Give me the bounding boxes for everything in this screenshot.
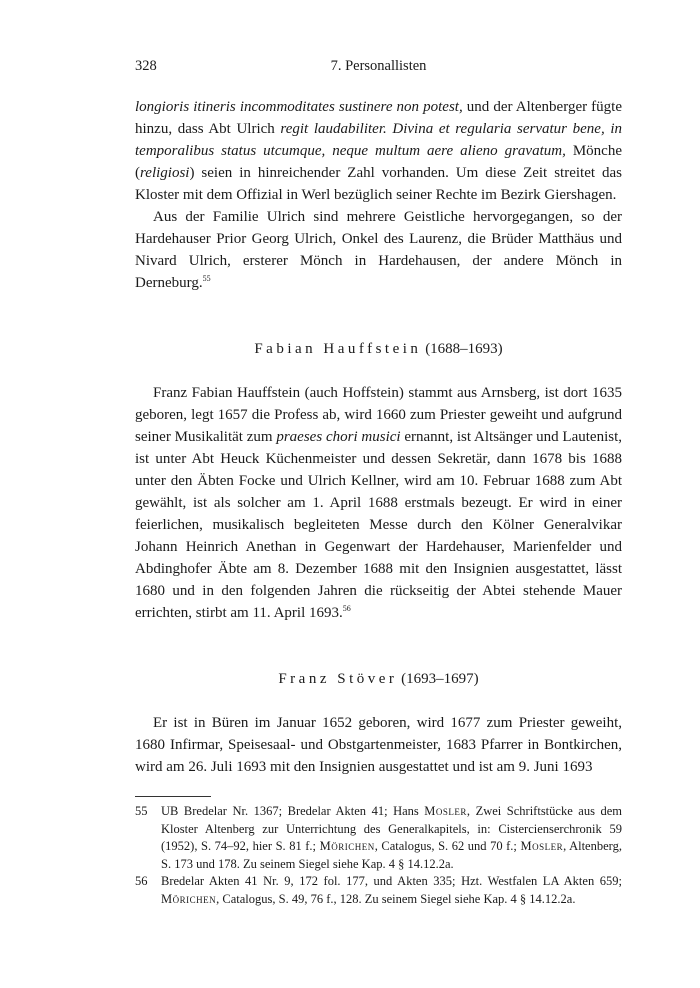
paragraph xyxy=(135,96,622,206)
paragraph xyxy=(135,712,622,778)
footnote-rule xyxy=(135,796,211,797)
running-header xyxy=(135,58,622,82)
text-run: , Catalogus, S. 49, 76 f., 128. Zu seinem Siegel siehe Kap. 4 § 14.12.2a. xyxy=(216,891,576,906)
footnote-ref: 56 xyxy=(342,604,351,613)
footnote xyxy=(135,873,622,908)
text-run: ernannt, ist Altsänger und Lautenist, ist unter Abt Heuck Küchenmeister und dessen Sekretär, dann 1678 bis 1688 unter den Äbten Focke und Ulrich Kellner, wird am 10. Februar 1688 zum Abt gewählt, ist als solcher am 1. April 1688 erstmals bezeugt. Er wird in einer feierlichen, musikalisch begleiteten Messe durch den Kölner Generalvikar Johann Heinrich Anethan in Gegenwart der Hardehauser, Marienfelder und Abdinghofer Äbte am 8. Dezember 1688 mit den Insignien ausgestattet, lässt 1680 und in den folgenden Jahren die rückseitig der Abtei stehende Mauer errichten, stirbt am 11. April 1693. xyxy=(135,429,622,621)
text-run: und der Altenberger fügte hinzu, dass Abt Ulrich xyxy=(135,99,622,137)
author-name: Mosler xyxy=(520,839,564,853)
section-years: (1693–1697) xyxy=(401,671,479,687)
latin-quote: regit laudabiliter. Divina et regularia servatur bene, in temporalibus status utcumque, neque multum aere alieno gravatum, xyxy=(135,121,622,159)
text-run: ) seien in hinreichender Zahl vorhanden. Um diese Zeit streitet das Kloster mit dem Offizial in Werl bezüglich seiner Rechte im Bezirk Giershagen. xyxy=(135,165,622,203)
author-name: Mörichen xyxy=(319,839,375,853)
paragraph xyxy=(135,382,622,624)
author-name: Mosler xyxy=(424,804,467,818)
paragraph xyxy=(135,206,622,294)
text-run: Aus der Familie Ulrich sind mehrere Geistliche hervorgegangen, so der Hardehauser Prior Georg Ulrich, Onkel des Laurenz, die Brüder Matthäus und Nivard Ulrich, ersterer Mönch in Hardehausen, der andere Mönch in Derneburg. xyxy=(135,209,622,291)
latin-term: religiosi xyxy=(140,165,190,181)
footnote xyxy=(135,803,622,873)
text-run: , Zwei Schriftstücke aus dem Kloster Altenberg zur Unterrichtung des Generalkapitels, in: Cistercienserchronik 59 (1952), S. 74–92, hier S. 81 f.; xyxy=(161,804,622,853)
footnote-number: 55 xyxy=(135,804,148,818)
text-run: , Catalogus, S. 62 und 70 f.; xyxy=(374,839,521,853)
section-years: (1688–1693) xyxy=(425,341,503,357)
section-heading xyxy=(135,338,622,360)
section-name: Franz Stöver xyxy=(278,671,398,687)
text-run: Bredelar Akten 41 Nr. 9, 172 fol. 177, und Akten 335; Hzt. Westfalen LA Akten 659; xyxy=(161,874,622,888)
text-run: Er ist in Büren im Januar 1652 geboren, wird 1677 zum Priester geweiht, 1680 Infirmar, Speisesaal- und Obstgartenmeister, 1683 Pfarrer in Bontkirchen, wird am 26. Juli 1693 mit den Insignien ausgestattet und ist am 9. Juni 1693 xyxy=(135,715,622,775)
section-heading xyxy=(135,668,622,690)
page-content xyxy=(135,58,622,908)
latin-term: praeses chori musici xyxy=(276,429,401,445)
page-number: 328 xyxy=(135,58,157,74)
text-run: , Altenberg, S. 173 und 178. Zu seinem Siegel siehe Kap. 4 § 14.12.2a. xyxy=(161,839,622,871)
footnote-number: 56 xyxy=(135,874,148,888)
running-head: 7. Personallisten xyxy=(330,58,427,74)
footnote-text xyxy=(161,803,622,873)
footnote-text xyxy=(161,873,622,908)
main-text xyxy=(135,96,622,778)
text-run: Franz Fabian Hauffstein (auch Hoffstein) stammt aus Arnsberg, ist dort 1635 geboren, legt 1657 die Profess ab, wird 1660 zum Priester geweiht und aufgrund seiner Musikalität zum xyxy=(135,385,622,445)
latin-quote: longioris itineris incommoditates sustinere non potest, xyxy=(135,99,463,115)
text-run: UB Bredelar Nr. 1367; Bredelar Akten 41; Hans xyxy=(161,804,425,818)
footnote-ref: 55 xyxy=(202,274,211,283)
text-run: Mönche ( xyxy=(135,143,622,181)
section-name: Fabian Hauffstein xyxy=(254,341,422,357)
author-name: Mörichen xyxy=(161,891,217,906)
